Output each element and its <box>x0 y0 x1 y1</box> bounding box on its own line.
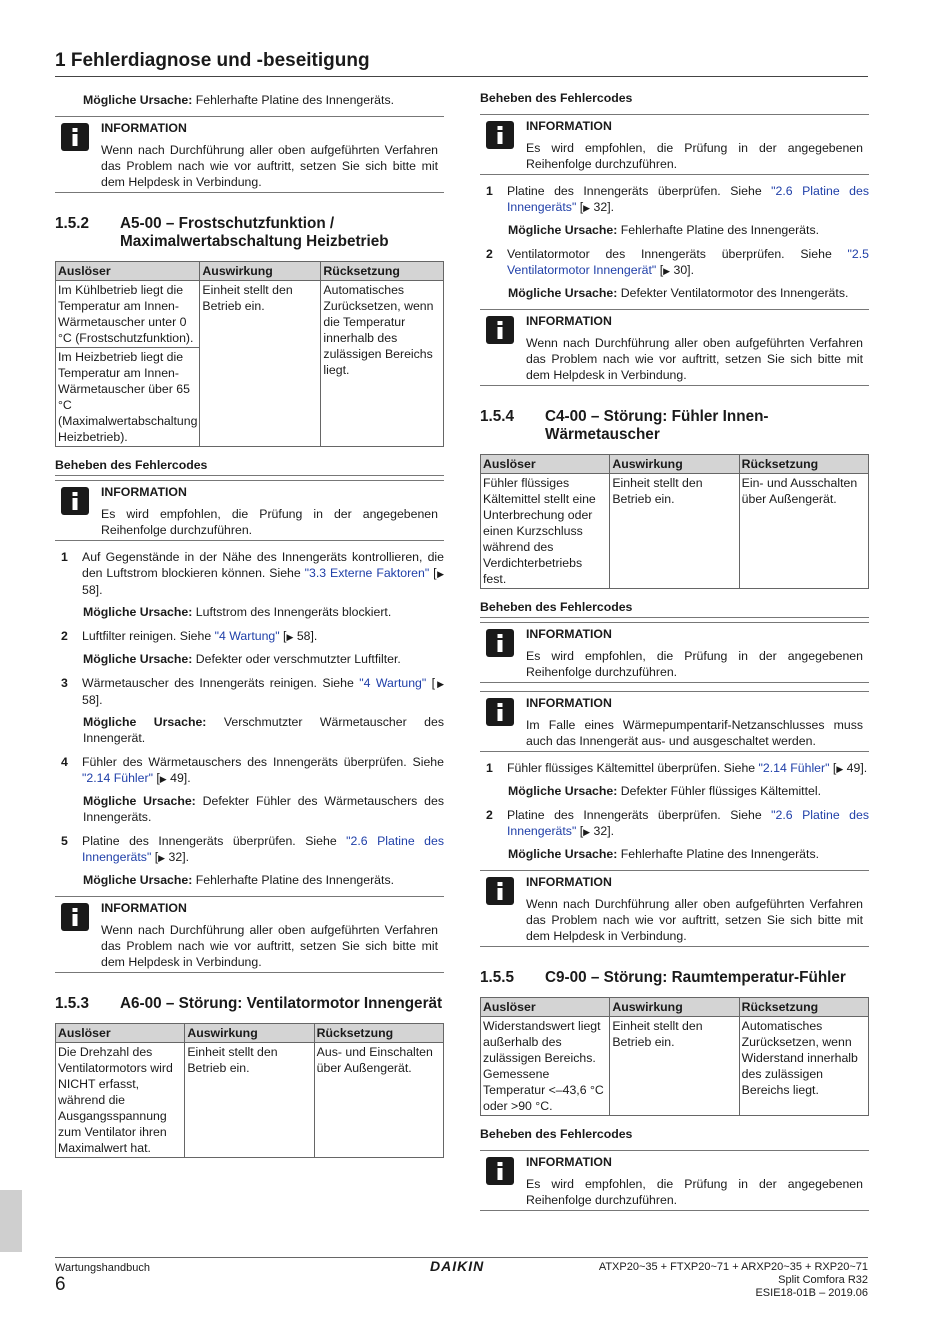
info-text: Wenn nach Durchführung aller oben aufgeführten Verfahren das Problem nach wie vor auftritt, setzen Sie sich bitte mit dem Helpdesk in Verbindung. <box>101 923 438 969</box>
info-title: INFORMATION <box>101 121 187 135</box>
info-icon <box>486 629 514 657</box>
table-cell: Widerstandswert liegt außerhalb des zulässigen Bereichs. Gemessene Temperatur <–43,6 °C oder >90 °C. <box>481 1017 610 1116</box>
reference-link[interactable]: "2.6 Platine des Innengeräts" <box>82 834 444 864</box>
table-cell: Einheit stellt den Betrieb ein. <box>610 1017 739 1116</box>
table-header: Auswirkung <box>610 455 739 474</box>
info-title: INFORMATION <box>526 875 612 889</box>
table-header: Auswirkung <box>200 262 321 281</box>
info-title: INFORMATION <box>526 119 612 133</box>
reference-link[interactable]: "3.3 Externe Faktoren" <box>304 566 430 580</box>
possible-cause: Mögliche Ursache: Verschmutzter Wärmetauscher des Innengerät. <box>83 715 444 745</box>
reference-link[interactable]: "2.6 Platine des Innengeräts" <box>507 184 869 214</box>
table-header: Auslöser <box>481 998 610 1017</box>
fix-heading: Beheben des Fehlercodes <box>55 457 444 476</box>
info-title: INFORMATION <box>526 1155 612 1169</box>
info-title: INFORMATION <box>526 696 612 710</box>
step-item: 2 Ventilatormotor des Innengeräts überprüfen. Siehe "2.5 Ventilatormotor Innengerät" [▶ 30]. <box>486 247 869 277</box>
step-item: 2 Platine des Innengeräts überprüfen. Siehe "2.6 Platine des Innengeräts" [▶ 32]. <box>486 808 869 838</box>
table-cell: Automatisches Zurücksetzen, wenn die Temperatur innerhalb des zulässigen Bereichs liegt. <box>321 281 444 447</box>
info-icon <box>61 487 89 515</box>
info-text: Es wird empfohlen, die Prüfung in der angegebenen Reihenfolge durchzuführen. <box>526 141 863 171</box>
left-column <box>55 88 444 1158</box>
step-item: 1 Platine des Innengeräts überprüfen. Siehe "2.6 Platine des Innengeräts" [▶ 32]. <box>486 184 869 214</box>
step-item: 5 Platine des Innengeräts überprüfen. Siehe "2.6 Platine des Innengeräts" [▶ 32]. <box>61 834 444 864</box>
info-title: INFORMATION <box>526 314 612 328</box>
info-text: Wenn nach Durchführung aller oben aufgeführten Verfahren das Problem nach wie vor auftritt, setzen Sie sich bitte mit dem Helpdesk in Verbindung. <box>526 336 863 382</box>
possible-cause: Mögliche Ursache: Fehlerhafte Platine des Innengeräts. <box>83 93 395 107</box>
info-title: INFORMATION <box>101 901 187 915</box>
section-heading-1-5-3: 1.5.3 A6-00 – Störung: Ventilatormotor Innengerät <box>55 995 443 1012</box>
info-box <box>480 691 869 752</box>
series-name: Split Comfora R32 <box>778 1274 868 1286</box>
possible-cause: Mögliche Ursache: Defekter oder verschmutzter Luftfilter. <box>83 652 401 666</box>
info-title: INFORMATION <box>101 485 187 499</box>
doc-id: ESIE18-01B – 2019.06 <box>755 1287 868 1299</box>
table-cell: Ein- und Ausschalten über Außengerät. <box>739 474 868 589</box>
info-icon <box>486 877 514 905</box>
possible-cause: Mögliche Ursache: Fehlerhafte Platine des Innengeräts. <box>508 223 820 237</box>
table-cell: Fühler flüssiges Kältemittel stellt eine Unterbrechung oder einen Kurzschluss während des Verdichterbetriebs fest. <box>481 474 610 589</box>
possible-cause: Mögliche Ursache: Defekter Fühler des Wärmetauschers des Innengeräts. <box>83 794 444 824</box>
page-number: 6 <box>55 1274 66 1295</box>
table-header: Auslöser <box>481 455 610 474</box>
info-box <box>480 1150 869 1211</box>
possible-cause: Mögliche Ursache: Fehlerhafte Platine des Innengeräts. <box>508 847 820 861</box>
table-header: Rücksetzung <box>739 455 868 474</box>
title-rule <box>55 76 868 77</box>
info-text: Wenn nach Durchführung aller oben aufgeführten Verfahren das Problem nach wie vor auftritt, setzen Sie sich bitte mit dem Helpdesk in Verbindung. <box>101 143 438 189</box>
info-text: Es wird empfohlen, die Prüfung in der angegebenen Reihenfolge durchzuführen. <box>526 1177 863 1207</box>
info-box <box>55 116 444 193</box>
step-item: 4 Fühler des Wärmetauschers des Innengeräts überprüfen. Siehe "2.14 Fühler" [▶ 49]. <box>61 755 444 785</box>
table-cell: Automatisches Zurücksetzen, wenn Widerstand innerhalb des zulässigen Bereichs liegt. <box>739 1017 868 1116</box>
reference-link[interactable]: "4 Wartung" <box>359 676 427 690</box>
section-heading-1-5-5: 1.5.5 C9-00 – Störung: Raumtemperatur-Fühler <box>480 969 846 986</box>
reference-link[interactable]: "2.14 Fühler" <box>758 761 830 775</box>
info-box <box>480 870 869 947</box>
table-cell: Im Heizbetrieb liegt die Temperatur am Innen-Wärmetauscher über 65 °C (Maximalwertabschaltung Heizbetrieb). <box>56 348 200 447</box>
info-icon <box>486 121 514 149</box>
error-table-c4 <box>480 454 869 589</box>
table-header: Auswirkung <box>185 1024 314 1043</box>
possible-cause: Mögliche Ursache: Luftstrom des Innengeräts blockiert. <box>83 605 392 619</box>
table-header: Rücksetzung <box>314 1024 443 1043</box>
table-header: Auslöser <box>56 262 200 281</box>
info-icon <box>61 903 89 931</box>
fix-heading: Beheben des Fehlercodes <box>480 91 633 105</box>
info-text: Es wird empfohlen, die Prüfung in der angegebenen Reihenfolge durchzuführen. <box>101 507 438 537</box>
section-heading-1-5-2: 1.5.2 A5-00 – Frostschutzfunktion / Maximalwertabschaltung Heizbetrieb <box>55 215 389 250</box>
table-header: Rücksetzung <box>321 262 444 281</box>
info-box <box>480 114 869 175</box>
step-item: 3 Wärmetauscher des Innengeräts reinigen. Siehe "4 Wartung" [▶ 58]. <box>61 676 444 707</box>
table-cell: Einheit stellt den Betrieb ein. <box>200 281 321 447</box>
step-list <box>55 549 444 888</box>
info-box <box>55 480 444 541</box>
error-table-a6 <box>55 1023 444 1158</box>
info-box <box>480 309 869 386</box>
fix-heading: Beheben des Fehlercodes <box>480 599 869 618</box>
info-text: Wenn nach Durchführung aller oben aufgeführten Verfahren das Problem nach wie vor auftritt, setzen Sie sich bitte mit dem Helpdesk in Verbindung. <box>526 897 863 943</box>
section-heading-1-5-4: 1.5.4 C4-00 – Störung: Fühler Innen-Wärmetauscher <box>480 408 769 443</box>
step-item: 1 Auf Gegenstände in der Nähe des Innengeräts kontrollieren, die den Luftstrom blockieren können. Siehe "3.3 Externe Faktoren" [▶ 58]. <box>61 550 444 597</box>
table-cell: Aus- und Einschalten über Außengerät. <box>314 1043 443 1158</box>
page-title: 1 Fehlerdiagnose und -beseitigung <box>55 50 370 71</box>
info-icon <box>486 1157 514 1185</box>
info-text: Im Falle eines Wärmepumpentarif-Netzanschlusses muss auch das Innengerät aus- und ausgeschaltet werden. <box>526 718 863 748</box>
table-header: Rücksetzung <box>739 998 868 1017</box>
info-box <box>480 622 869 683</box>
table-cell: Im Kühlbetrieb liegt die Temperatur am Innen-Wärmetauscher unter 0 °C (Frostschutzfunktion). <box>56 281 200 348</box>
possible-cause: Mögliche Ursache: Defekter Ventilatormotor des Innengeräts. <box>508 286 849 300</box>
step-item: 2 Luftfilter reinigen. Siehe "4 Wartung" [▶ 58]. <box>61 629 318 643</box>
info-icon <box>61 123 89 151</box>
manual-name: Wartungshandbuch <box>55 1262 150 1274</box>
reference-link[interactable]: "2.6 Platine des Innengeräts" <box>507 808 869 838</box>
step-item: 1 Fühler flüssiges Kältemittel überprüfen. Siehe "2.14 Fühler" [▶ 49]. <box>486 761 868 775</box>
error-table-a5 <box>55 261 444 447</box>
side-tab <box>0 1190 22 1252</box>
reference-link[interactable]: "4 Wartung" <box>214 629 280 643</box>
info-icon <box>486 316 514 344</box>
info-box <box>55 896 444 973</box>
footer-info <box>599 1261 868 1300</box>
possible-cause: Mögliche Ursache: Fehlerhafte Platine des Innengeräts. <box>83 873 395 887</box>
model-list: ATXP20~35 + FTXP20~71 + ARXP20~35 + RXP20~71 <box>598 1261 868 1273</box>
info-text: Es wird empfohlen, die Prüfung in der angegebenen Reihenfolge durchzuführen. <box>526 649 863 679</box>
reference-link[interactable]: "2.14 Fühler" <box>82 771 153 785</box>
brand-logo: DAIKIN <box>430 1258 485 1274</box>
possible-cause: Mögliche Ursache: Defekter Fühler flüssiges Kältemittel. <box>508 784 822 798</box>
table-cell: Einheit stellt den Betrieb ein. <box>610 474 739 589</box>
table-header: Auslöser <box>56 1024 185 1043</box>
reference-link[interactable]: "2.5 Ventilatormotor Innengerät" <box>507 247 869 277</box>
info-title: INFORMATION <box>526 627 612 641</box>
error-table-c9 <box>480 997 869 1116</box>
table-header: Auswirkung <box>610 998 739 1017</box>
info-icon <box>486 698 514 726</box>
table-cell: Einheit stellt den Betrieb ein. <box>185 1043 314 1158</box>
table-cell: Die Drehzahl des Ventilatormotors wird NICHT erfasst, während die Ausgangsspannung zum Ventilator ihren Maximalwert hat. <box>56 1043 185 1158</box>
fix-heading: Beheben des Fehlercodes <box>480 1127 633 1141</box>
right-column <box>480 88 869 1219</box>
